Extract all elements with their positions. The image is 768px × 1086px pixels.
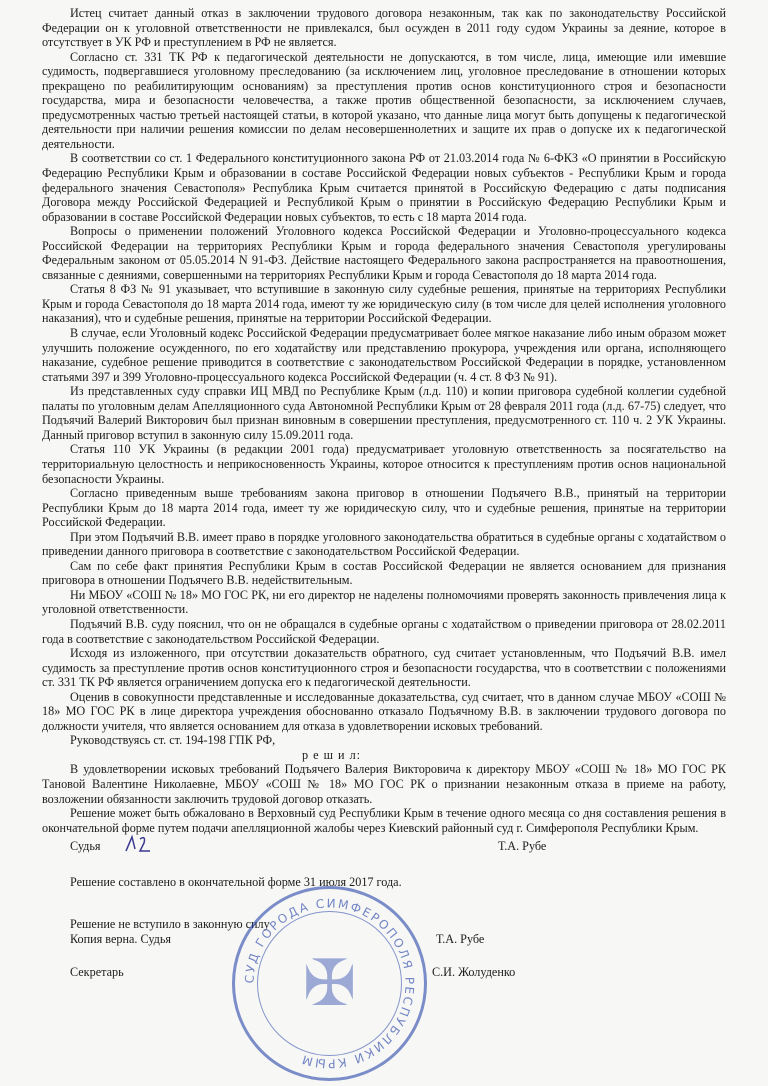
resolution-paragraph: В удовлетворении исковых требований Подъячего Валерия Викторовича к директору МБОУ «СОШ № 18» МО ГОС РК Тановой Валентине Николаевне, МБОУ «СОШ № 18» МО ГОС РК о признании незаконным отказа в приеме на работу, возложении обязанности заключить трудовой договор отказать. — [42, 762, 726, 806]
judge-name: Т.А. Рубе — [498, 839, 547, 854]
resolution-paragraph: Решение может быть обжаловано в Верховный суд Республики Крым в течение одного месяца со дня составления решения в окончательной форме путем подачи апелляционной жалобы через Киевский районный суд г. Симферополя Республики Крым. — [42, 806, 726, 835]
seal-text: СУД ГОРОДА СИМФЕРОПОЛЯ РЕСПУБЛИКИ КРЫМ — [242, 896, 417, 1071]
resolution-heading: р е ш и л: — [302, 747, 362, 762]
body-paragraph: В соответствии со ст. 1 Федерального конституционного закона РФ от 21.03.2014 года № 6-ФКЗ «О принятии в Российскую Федерацию Республики Крым и образовании в составе Российской Федерации новых субъектов - Республики Крым и города федерального значения Севастополя» Республика Крым считается принятой в Российскую Федерацию с даты подписания Договора между Российской Федерацией и Республикой Крым о принятии в Российскую Федерацию Республики Крым и образовании в составе Российской Федерации новых субъектов, то есть с 18 марта 2014 года. — [42, 151, 726, 224]
not-in-force-note: Решение не вступило в законную силу — [70, 917, 270, 932]
body-paragraph: Руководствуясь ст. ст. 194-198 ГПК РФ, — [70, 733, 276, 748]
body-paragraph: Оценив в совокупности представленные и исследованные доказательства, суд считает, что в данном случае МБОУ «СОШ № 18» МО ГОС РК в лице директора учреждения обоснованно отказало Подъячному В.В. в заключении трудового договора по должности учителя, что является основанием для отказа в удовлетворении исковых требований. — [42, 689, 726, 733]
body-paragraph: Сам по себе факт принятия Республики Крым в состав Российской Федерации не является основанием для признания приговора в отношении Подъячего В.В. недействительным. — [42, 558, 726, 588]
body-paragraph: Вопросы о применении положений Уголовного кодекса Российской Федерации и Уголовно-процессуального кодекса Российской Федерации на территориях Республики Крым и города федерального значения Севастополя урегулированы Федеральным законом от 05.05.2014 N 91-ФЗ. Действие настоящего Федерального закона распространяется на правоотношения, связанные с деяниями, совершенными на территориях Республики Крым и города Севастополя до 18 марта 2014 года. — [42, 224, 726, 282]
body-paragraph: Истец считает данный отказ в заключении трудового договора незаконным, так как по законодательству Российской Федерации он к уголовной ответственности не привлекался, был осужден в 2011 году судом Украины за деяние, которое в отсутствует в УК РФ и преступлением в РФ не является. — [42, 6, 726, 50]
judge-signature — [122, 833, 162, 855]
body-paragraph: Согласно ст. 331 ТК РФ к педагогической деятельности не допускаются, в том числе, лица, имеющие или имевшие судимость, подвергавшиеся уголовному преследованию (за исключением лиц, уголовное преследование в отношении которых прекращено по реабилитирующим основаниям) за преступления против основ конституционного строя и безопасности государства, мира и безопасности человечества, а также против общественной безопасности, за исключением случаев, предусмотренных частью третьей настоящей статьи, в которой указано, что данные лица могут быть допущены к педагогической деятельности при наличии решения комиссии по делам несовершеннолетних и защите их прав о допуске их к педагогической деятельности. — [42, 49, 726, 151]
copy-judge-name: Т.А. Рубе — [436, 932, 485, 947]
resolution-body — [42, 762, 726, 835]
body-paragraph: Исходя из изложенного, при отсутствии доказательств обратного, суд считает установленным, что Подъячий В.В. имел судимость за преступление против основ конституционного строя и безопасности государства, что в соответствии с положениями ст. 331 ТК РФ является ограничением допуска его к педагогической деятельности. — [42, 646, 726, 690]
document-body — [42, 6, 726, 748]
final-form-date: Решение составлено в окончательной форме 31 июля 2017 года. — [70, 875, 402, 890]
judge-label: Судья — [70, 839, 101, 854]
eagle-emblem-icon: ✠ — [302, 946, 357, 1021]
body-paragraph: Согласно приведенным выше требованиям закона приговор в отношении Подъячего В.В., принятый на территории Республики Крым до 18 марта 2014 года, имеет ту же юридическую силу, что и судебные решения, принятые на территории Российской Федерации. — [42, 486, 726, 530]
body-paragraph: В случае, если Уголовный кодекс Российской Федерации предусматривает более мягкое наказание либо иным образом может улучшить положение осужденного, по его ходатайству или представлению прокурора, учреждения или органа, исполняющего наказание, судебное решение приводится в соответствие с законодательством Российской Федерации в порядке, установленном статьями 397 и 399 Уголовно-процессуального кодекса Российской Федерации (ч. 4 ст. 8 ФЗ № 91). — [42, 326, 726, 384]
body-paragraph: Подъячий В.В. суду пояснил, что он не обращался в судебные органы с ходатайством о приведении приговора от 28.02.2011 года в соответствие с законодательством Российской Федерации. — [42, 616, 726, 646]
secretary-name: С.И. Жолуденко — [432, 965, 516, 980]
body-paragraph: Из представленных суду справки ИЦ МВД по Республике Крым (л.д. 110) и копии приговора судебной коллегии судебной палаты по уголовным делам Апелляционного суда Автономной Республики Крым от 28 февраля 2011 года (л.д. 67-75) следует, что Подъячий Валерий Викторович был признан виновным в совершении преступления, предусмотренного ст. 110 ч. 2 УК Украины. Данный приговор вступил в законную силу 15.09.2011 года. — [42, 384, 726, 442]
secretary-label: Секретарь — [70, 965, 124, 980]
body-paragraph: Статья 8 ФЗ № 91 указывает, что вступившие в законную силу судебные решения, принятые на территориях Республики Крым и города Севастополя до 18 марта 2014 года, имеют ту же юридическую силу (в том числе для целей исполнения уголовного наказания), что и судебные решения, принятые на территории Российской Федерации. — [42, 282, 726, 326]
body-paragraph: Ни МБОУ «СОШ № 18» МО ГОС РК, ни его директор не наделены полномочиями проверять законность привлечения лица к уголовной ответственности. — [42, 587, 726, 617]
court-seal — [232, 886, 427, 1081]
body-paragraph: При этом Подъячий В.В. имеет право в порядке уголовного законодательства обратиться в судебные органы с ходатайством о приведении данного приговора в соответствие с законодательством Российской Федерации. — [42, 529, 726, 559]
copy-true-label: Копия верна. Судья — [70, 932, 172, 947]
body-paragraph: Статья 110 УК Украины (в редакции 2001 года) предусматривает уголовную ответственность за посягательство на территориальную целостность и неприкосновенность Украины, которое относится к преступлениям против основ национальной безопасности Украины. — [42, 442, 726, 486]
